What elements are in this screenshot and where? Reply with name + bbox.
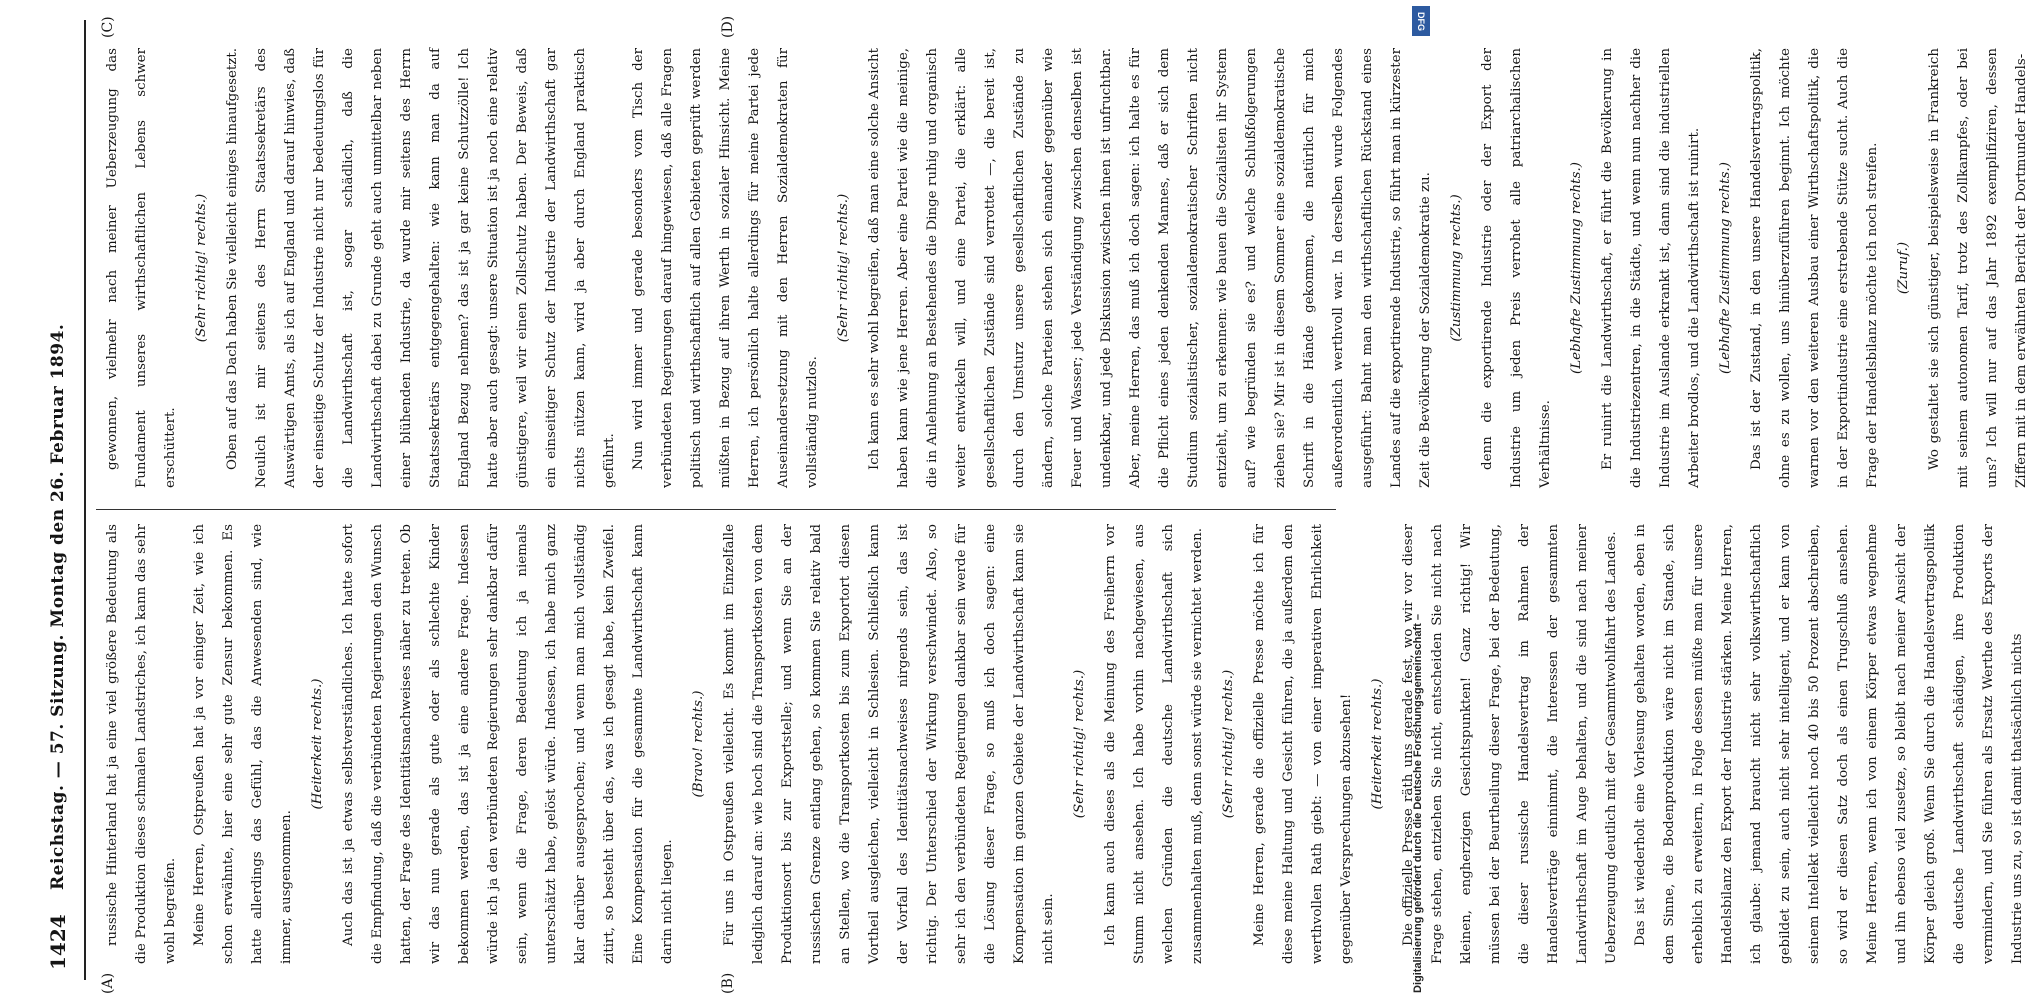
interjection: (Sehr richtig! rechts.) [194, 193, 209, 343]
interjection: (Lebhafte Zustimmung rechts.) [1569, 162, 1584, 374]
interjection: (Sehr richtig! rechts.) [1072, 669, 1087, 819]
paragraph: gewonnen, vielmehr nach meiner Ueberzeugung das Fundament unseres wirthschaftlichen Lebens schwer erschüttert. [105, 48, 178, 488]
interjection: (Zuruf.) [1896, 241, 1911, 295]
margin-marker-d: (D) [720, 15, 736, 38]
margin-marker-c: (C) [100, 16, 116, 38]
paragraph: Das ist der Zustand, in den unsere Handelsvertragspolitik, ohne es zu wollen, uns hinüberzuführen beginnt. Ich möchte warnen vor den weiteren Ausbau einer Wirthschaftspolitik, die in der Exportindustrie eine erstrebende Stütze sucht. Auch die Frage der Handelsbilanz möchte ich noch streifen. [1749, 48, 1880, 488]
paragraph: denn die exportirende Industrie oder der Export der Industrie um jeden Preis verrohet alle patriarchalischen Verhältnisse. [1480, 48, 1553, 488]
interjection: (Zustimmung rechts.) [1449, 194, 1464, 342]
header-rule [84, 20, 86, 980]
paragraph: Er ruinirt die Landwirthschaft, er führt die Bevölkerung in die Industriezentren, in die Städte, und wenn nun nachher die Industrie im Auslande erkrankt ist, dann sind die industriellen Arbeiter brodlos, und die Landwirthschaft ist ruinirt. [1600, 48, 1702, 488]
digitization-credit: Digitalisierung gefördert durch die Deutsche Forschungsgemeinschaft – [1412, 614, 1424, 993]
paragraph: Oben auf das Dach haben Sie vielleicht einiges hinaufgesetzt. Neulich ist mir seitens des Herrn Staatssekretärs des Auswärtigen Amts, als ich auf England und darauf hinwies, daß der einseitige Schutz der Industrie nicht nur bedeutungslos für die Landwirthschaft ist, sogar schädlich, daß die Landwirthschaft dabei zu Grunde geht auch unmittelbar neben einer blühenden Industrie, da wurde mir seitens des Herrn Staatssekretärs entgegengehalten: wie kann man da auf England Bezug nehmen? das ist ja gar keine Schutzzölle! Ich hatte aber auch gesagt: unsere Situation ist ja noch eine relativ günstigere, weil wir einen Zollschutz haben. Der Beweis, daß ein einseitiger Schutz der Industrie der Landwirthschaft gar nichts nützen kann, wird ja aber durch England praktisch geführt. [225, 48, 617, 488]
page-number: 1424 [46, 914, 70, 970]
dfg-logo: DFG [1412, 6, 1430, 36]
interjection: (Heiterkeit rechts.) [1370, 678, 1385, 810]
paragraph: Meine Herren, Ostpreußen hat ja vor einiger Zeit, wie ich schon erwähnte, hier eine sehr gute Zensur bekommen. Es hatte allerdings das Gefühl, das die Anwesenden sind, wie immer, ausgenommen. [192, 524, 294, 964]
column-divider [96, 509, 1336, 510]
paragraph: Das ist wiederholt eine Vorlesung gehalten worden, eben in dem Sinne, die Bodenproduktion wäre nicht im Stande, sich erheblich zu erweitern, in Folge dessen müßte man für unsere Handelsbilanz den Export der Industrie stärken. Meine Herren, ich glaube: jemand braucht nicht sehr volkswirthschaftlich gebildet zu sein, auch nicht sehr intelligent, und er kann von seinem Intellekt vielleicht noch 40 bis 50 Prozent abschreiben, so wird er diesen Satz doch als einen Trugschluß ansehen. Meine Herren, wenn ich von einem Körper etwas wegnehme und ihn ebenso viel zusetze, so bleibt nach meiner Ansicht der Körper gleich groß. Wenn Sie durch die Handelsvertragspolitik die deutsche Landwirthschaft schädigen, ihre Produktion vermindern, und Sie führen als Ersatz Werthe des Exports der Industrie uns zu, so ist damit thatsächlich nichts [1633, 524, 2025, 964]
paragraph: Nun wird immer und gerade besonders vom Tisch der verbündeten Regierungen darauf hingewiesen, daß alle Fragen politisch und wirthschaftlich auf allen Gebieten geprüft werden müßten in Bezug auf ihren Werth in sozialer Hinsicht. Meine Herren, ich persönlich halte allerdings für meine Partei jede Auseinandersetzung mit den Herren Sozialdemokraten für vollständig nutzlos. [631, 48, 820, 488]
paragraph: Ich kann es sehr wohl begreifen, daß man eine solche Ansicht haben kann wie jene Herren. Aber eine Partei wie die meinige, die in Anlehnung an Bestehendes die Dinge ruhig und organisch weiter entwickeln will, und eine Partei, die erklärt: alle gesellschaftlichen Zustände sind verrottet —, die bereit ist, durch den Umsturz unsere gesellschaftlichen Zustände zu ändern, solche Parteien stehen sich einander gegenüber wie Feuer und Wasser; jede Verständigung zwischen denselben ist undenkbar, und jede Diskussion zwischen ihnen ist unfruchtbar. Aber, meine Herren, das muß ich doch sagen: ich halte es für die Pflicht eines jeden denkenden Mannes, daß er sich dem Studium sozialistischer, sozialdemokratischer Schriften nicht entzieht, um zu erkennen: wie bauen die Sozialisten ihr System auf? wie begründen sie es? und welche Schlußfolgerungen ziehen sie? Mir ist in diesem Sommer eine sozialdemokratische Schrift in die Hände gekommen, die natürlich für mich außerordentlich werthvoll war. In derselben wurde Folgendes ausgeführt: Bahnt man den wirthschaftlichen Rückstand eines Landes auf die exportirende Industrie, so führt man in kürzester Zeit die Bevölkerung der Sozialdemokratie zu. [867, 48, 1433, 488]
paragraph: Die offizielle Presse räth uns gerade fest, wo wir vor dieser Frage stehen, entziehen Sie nicht, entscheiden Sie nicht nach kleinen, engherzigen Gesichtspunkten! Ganz richtig! Wir müssen bei der Beurtheilung dieser Frage, bei der Bedeutung, die dieser russische Handelsvertrag im Rahmen der Handelsverträge einnimmt, die Interessen der gesammten Landwirthschaft im Auge behalten, und die sind nach meiner Ueberzeugung deutlich mit der Gesammtwohlfahrt des Landes. [1401, 524, 1619, 964]
margin-marker-b: (B) [720, 972, 736, 994]
interjection: (Heiterkeit rechts.) [310, 678, 325, 810]
interjection: (Sehr richtig! rechts.) [1221, 669, 1236, 819]
paragraph: Ich kann auch dieses als die Meinung des Freiherrn vor Stumm nicht ansehen. Ich habe vorhin nachgewiesen, aus welchen Gründen die deutsche Landwirthschaft sich zusammenhalten muß, denn sonst würde sie vernichtet werden. [1103, 524, 1205, 964]
interjection: (Sehr richtig! rechts.) [836, 193, 851, 343]
page-header [40, 20, 80, 980]
running-head: Reichstag. — 57. Sitzung. Montag den 26. Februar 1894. [48, 323, 68, 890]
interjection: (Lebhafte Zustimmung rechts.) [1718, 162, 1733, 374]
paragraph: Wo gestaltet sie sich günstiger, beispielsweise in Frankreich mit seinem autonomen Tarif, trotz des Zollkampfes, oder bei uns? Ich will nur auf das Jahr 1892 exemplifiziren, dessen Ziffern mit in dem erwähnten Bericht der Dortmunder Handels- [1927, 48, 2029, 488]
right-text-column [98, 48, 2029, 488]
margin-marker-a: (A) [100, 972, 116, 994]
paragraph: Meine Herren, gerade die offizielle Presse möchte ich für diese meine Haltung und Gesicht führen, die ja außerdem den werthvollen Rath giebt: — von einer imperativen Ehrlichkeit gegenüber Versprechungen abzusehen! [1252, 524, 1354, 964]
paragraph: russische Hinterland hat ja eine viel größere Bedeutung als die Produktion dieses schmalen Landstriches, ich kann das sehr wohl begreifen. [105, 524, 178, 964]
paragraph: Für uns in Ostpreußen vielleicht. Es kommt im Einzelfalle lediglich darauf an: wie hoch sind die Transportkosten von dem Produktionsort bis zur Exportstelle; und wenn Sie an der russischen Grenze entlang gehen, so kommen Sie relativ bald an Stellen, wo die Transportkosten bis zum Exportort diesen Vortheil ausgleichen, vielleicht in Schlesien. Schließlich kann der Vorfall des Identitätsnachweises nirgends sein, das ist richtig. Der Unterschied der Wirkung verschwindet. Also, so sehr ich den verbündeten Regierungen dankbar sein werde für die Lösung dieser Frage, so muß ich doch sagen: eine Kompensation im ganzen Gebiete der Landwirthschaft kann sie nicht sein. [722, 524, 1056, 964]
paragraph: Auch das ist ja etwas selbstverständliches. Ich hatte sofort die Empfindung, daß die verbündeten Regierungen den Wunsch hatten, der Frage des Identitätsnachweises näher zu treten. Ob wir das nun gerade als gute oder als schlechte Kinder bekommen werden, das ist ja eine andere Frage. Indessen würde ich ja den verbündeten Regierungen sehr dankbar dafür sein, wenn die Frage, deren Bedeutung ich ja niemals unterschätzt habe, gelöst würde. Indessen, ich habe mich ganz klar darüber ausgesprochen; und wenn man mich vollständig zitirt, so besteht über das, was ich gesagt habe, kein Zweifel. Eine Kompensation für die gesammte Landwirthschaft kann darin nicht liegen. [341, 524, 675, 964]
interjection: (Bravo! rechts.) [691, 690, 706, 798]
